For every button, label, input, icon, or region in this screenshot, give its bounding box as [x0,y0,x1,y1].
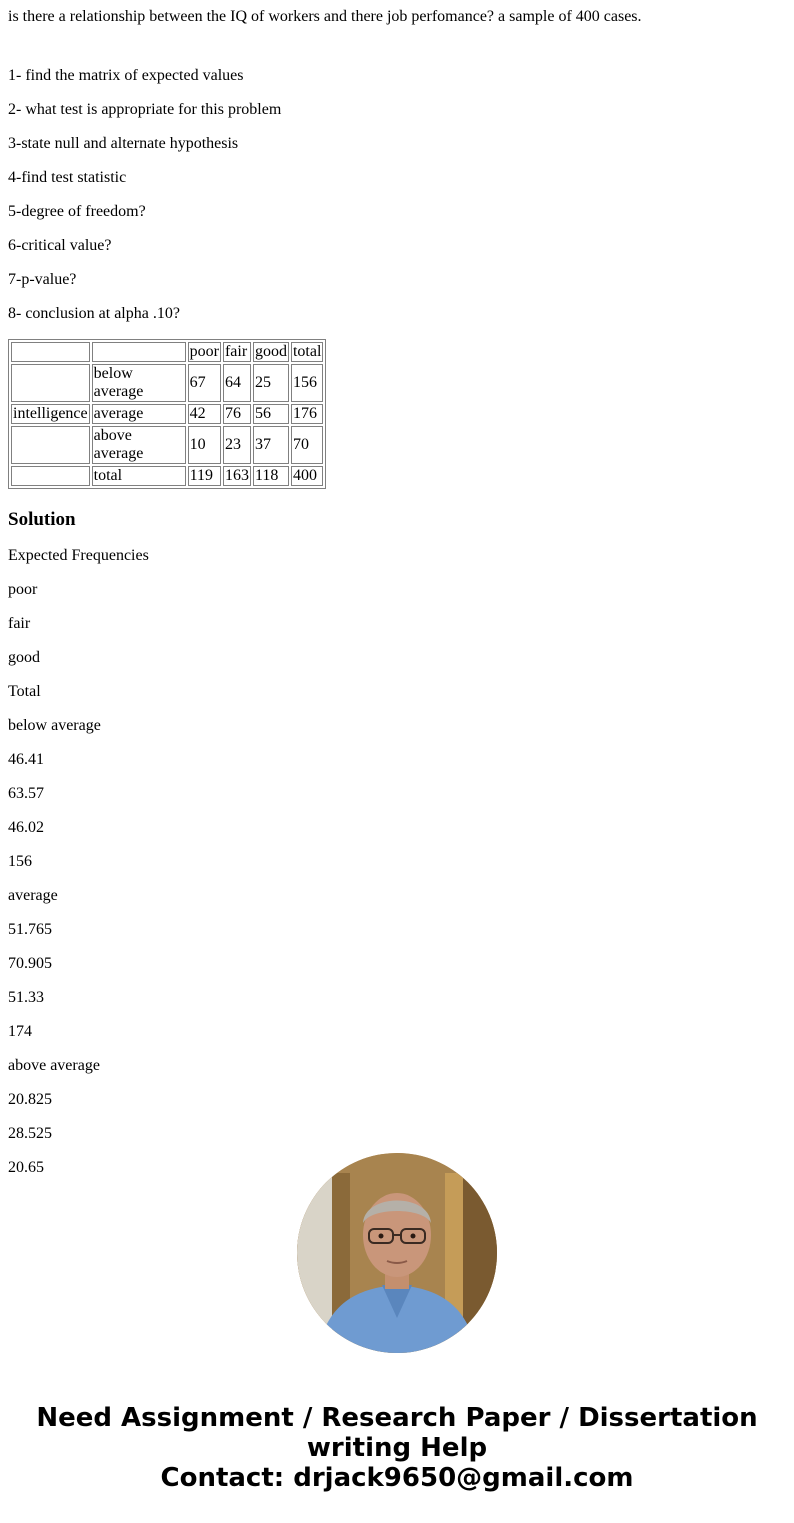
table-header-cell: poor [189,343,219,360]
table-cell: 70 [291,426,323,464]
question-item-6: 6-critical value? [8,237,112,254]
document-content [8,0,788,1176]
promo-banner [0,1150,794,1493]
question-item-3: 3-state null and alternate hypothesis [8,135,239,152]
table-cell [11,342,90,362]
table-cell [11,466,90,486]
solution-line: Total [8,683,41,700]
table-row [11,364,323,402]
promo-line-1: Need Assignment / Research Paper / Dissertation [36,1403,758,1433]
solution-list [8,547,788,1193]
table-cell: below average [92,364,186,402]
table-cell [11,426,90,464]
contingency-table [8,339,326,489]
table-cell: 67 [188,364,221,402]
solution-line: 174 [8,1023,32,1040]
question-list [8,59,788,331]
table-header-cell: total [292,343,322,360]
table-cell: total [92,466,186,486]
table-cell: 64 [223,364,251,402]
solution-line: 20.65 [8,1159,44,1176]
table-cell: 37 [253,426,289,464]
table-cell: 23 [223,426,251,464]
table-cell: 118 [253,466,289,486]
question-item-2: 2- what test is appropriate for this problem [8,101,282,118]
question-item-4: 4-find test statistic [8,169,127,186]
table-cell: 25 [253,364,289,402]
table-cell: 42 [188,404,221,424]
table-cell: 400 [291,466,323,486]
table-row [11,466,323,486]
table-cell: 76 [223,404,251,424]
question-intro: is there a relationship between the IQ of workers and there job perfomance? a sample of 400 cases. [8,8,642,25]
table-cell: 176 [291,404,323,424]
solution-line: 51.765 [8,921,52,938]
table-cell: 119 [188,466,221,486]
solution-heading: Solution [8,509,76,530]
table-header-row [11,342,323,362]
question-item-5: 5-degree of freedom? [8,203,146,220]
solution-line: 20.825 [8,1091,52,1108]
solution-line: good [8,649,40,666]
solution-line: 28.525 [8,1125,52,1142]
solution-line: poor [8,581,38,598]
solution-line: 63.57 [8,785,44,802]
table-cell: average [92,404,186,424]
table-cell [11,364,90,402]
solution-line: 70.905 [8,955,52,972]
table-cell: intelligence [13,405,88,422]
table-cell: 56 [253,404,289,424]
solution-line: 156 [8,853,32,870]
solution-line: 51.33 [8,989,44,1006]
table-cell: 156 [291,364,323,402]
solution-line: above average [8,1057,100,1074]
table-header-cell: fair [223,342,251,362]
table-cell [92,342,186,362]
solution-line: 46.02 [8,819,44,836]
solution-line: average [8,887,58,904]
solution-line: fair [8,615,31,632]
table-row [11,426,323,464]
avatar [297,1153,497,1353]
question-item-1: 1- find the matrix of expected values [8,67,244,84]
table-header-cell: good [254,343,287,360]
solution-line: Expected Frequencies [8,547,149,564]
table-cell: above average [92,426,186,464]
promo-contact: Contact: drjack9650@gmail.com [160,1463,634,1493]
person-portrait-icon [297,1153,497,1353]
table-cell: 163 [224,467,249,484]
table-cell: 10 [188,426,221,464]
solution-line: 46.41 [8,751,44,768]
promo-line-2: writing Help [306,1433,488,1463]
promo-text [0,1403,794,1493]
question-item-7: 7-p-value? [8,271,77,288]
solution-line: below average [8,717,101,734]
table-row [11,404,323,424]
question-item-8: 8- conclusion at alpha .10? [8,305,180,322]
